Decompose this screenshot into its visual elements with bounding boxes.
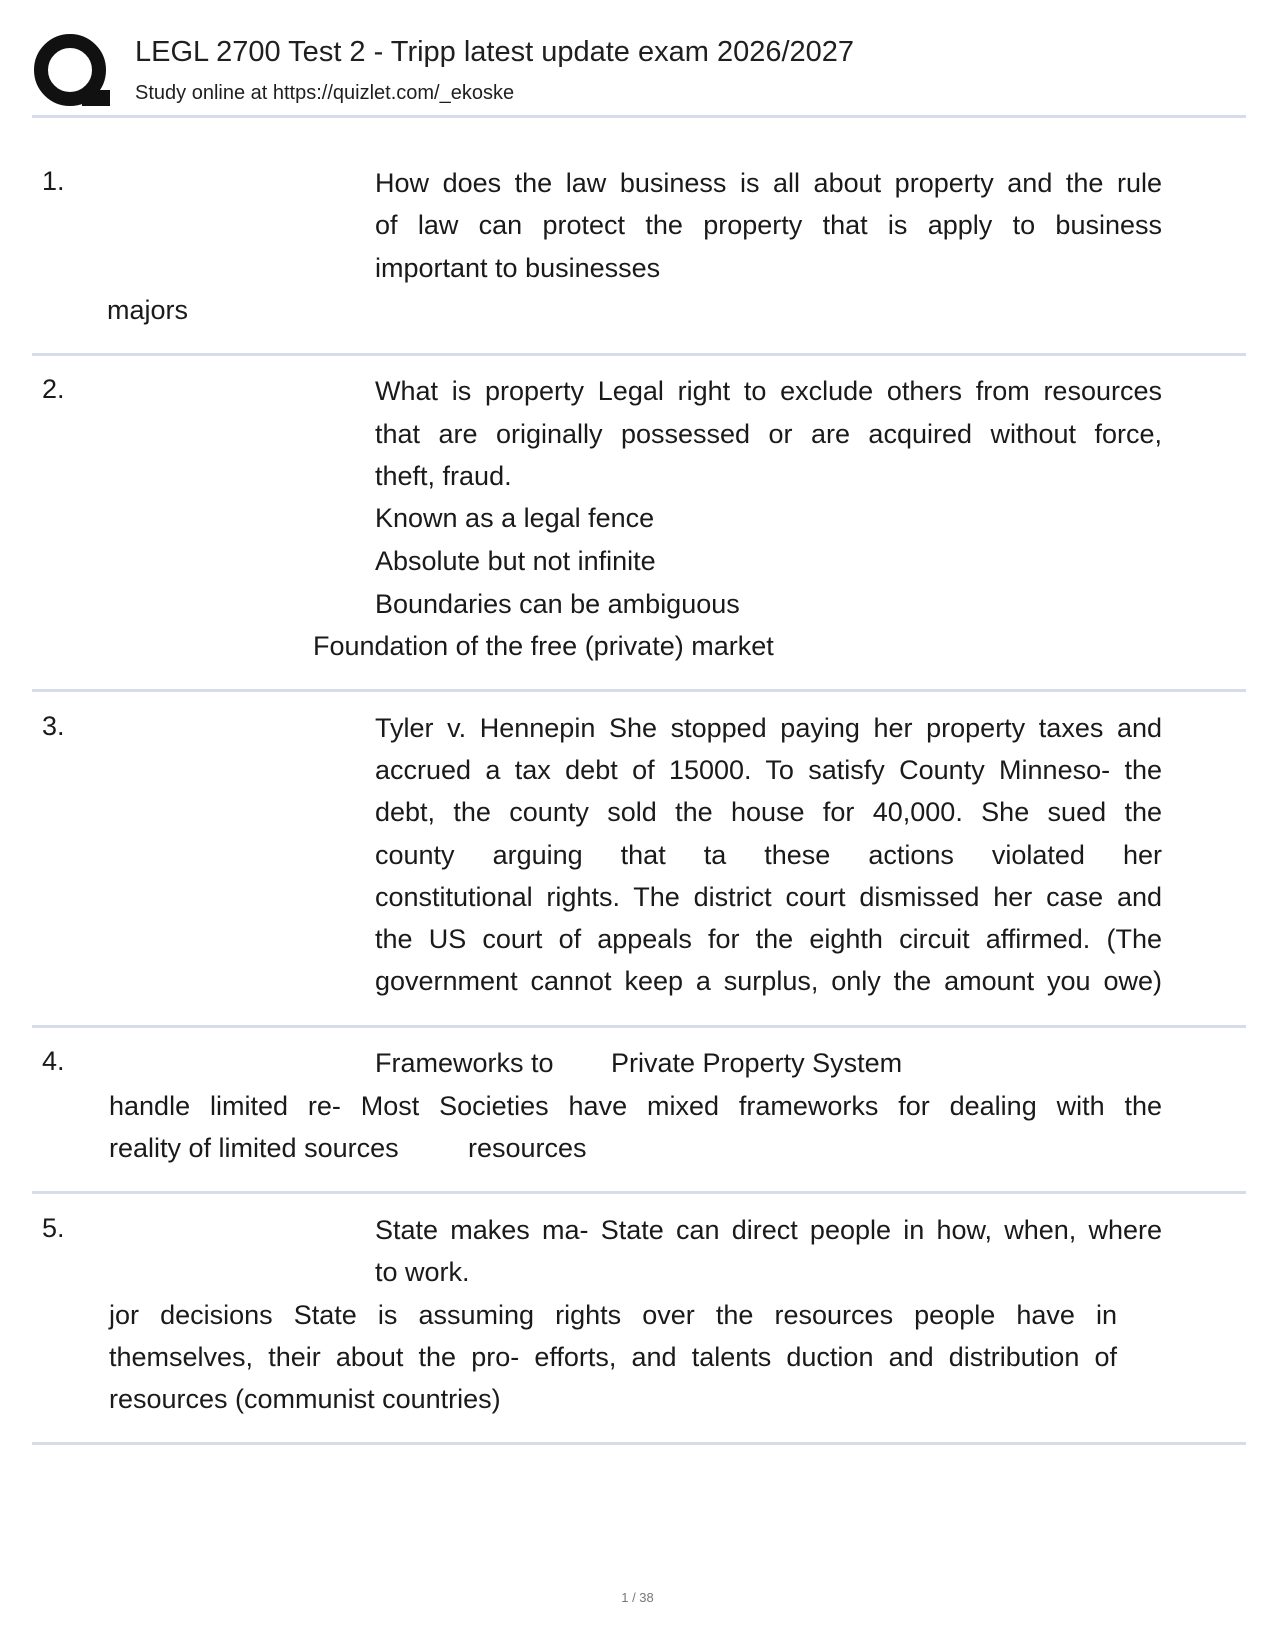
card-text-line: Known as a legal fence: [375, 503, 655, 533]
card-divider: [32, 1025, 1246, 1028]
card-text-line: of law can protect the property that is apply to business: [375, 210, 1162, 240]
card-text-line: Tyler v. Hennepin She stopped paying her property taxes and: [375, 713, 1162, 743]
header-divider: [32, 115, 1246, 118]
card-text-line: majors: [107, 295, 189, 325]
page-number: 1 / 38: [621, 1590, 654, 1605]
card-text-line: handle limited re- Most Societies have mixed frameworks for dealing with the: [109, 1091, 1162, 1121]
card-text-line: constitutional rights. The district court dismissed her case and: [375, 882, 1162, 912]
card-number: 1.: [42, 166, 65, 196]
card-divider: [32, 1442, 1246, 1445]
card-text-line: Foundation of the free (private) market: [313, 631, 774, 661]
card-text-line: jor decisions State is assuming rights over the resources people have in: [109, 1300, 1117, 1330]
card-text-line: Private Property System: [611, 1048, 903, 1078]
card-text-line: State makes ma- State can direct people in how, when, where: [375, 1215, 1162, 1245]
card-text-line: How does the law business is all about property and the rule: [375, 168, 1162, 198]
card-text-line: What is property Legal right to exclude others from resources: [375, 376, 1162, 406]
card-text-line: Frameworks to: [375, 1048, 554, 1078]
card-text-line: to work.: [375, 1257, 470, 1287]
card-text-line: reality of limited sources: [109, 1133, 399, 1163]
card-number: 4.: [42, 1046, 65, 1076]
card-text-line: accrued a tax debt of 15000. To satisfy County Minneso- the: [375, 755, 1162, 785]
card-divider: [32, 353, 1246, 356]
card-text-line: theft, fraud.: [375, 461, 512, 491]
card-text-line: resources (communist countries): [109, 1384, 501, 1414]
card-text-line: themselves, their about the pro- efforts, and talents duction and distribution of: [109, 1342, 1117, 1372]
document-title: LEGL 2700 Test 2 - Tripp latest update exam 2026/2027: [135, 36, 855, 68]
card-text-line: Boundaries can be ambiguous: [375, 589, 740, 619]
card-divider: [32, 1191, 1246, 1194]
quizlet-logo-icon: [32, 32, 112, 112]
card-text-line: county arguing that ta these actions violated her: [375, 840, 1162, 870]
card-text-line: that are originally possessed or are acquired without force,: [375, 419, 1162, 449]
card-text-line: important to businesses: [375, 253, 661, 283]
card-text-line: government cannot keep a surplus, only the amount you owe): [375, 966, 1162, 996]
study-link-text: Study online at https://quizlet.com/_ekoske: [135, 82, 515, 104]
card-text-line: resources: [468, 1133, 587, 1163]
card-number: 3.: [42, 711, 65, 741]
card-number: 2.: [42, 374, 65, 404]
card-divider: [32, 689, 1246, 692]
card-number: 5.: [42, 1213, 65, 1243]
page-header: [32, 32, 1246, 122]
card-text-line: the US court of appeals for the eighth circuit affirmed. (The: [375, 924, 1162, 954]
card-text-line: Absolute but not infinite: [375, 546, 656, 576]
card-text-line: debt, the county sold the house for 40,000. She sued the: [375, 797, 1162, 827]
